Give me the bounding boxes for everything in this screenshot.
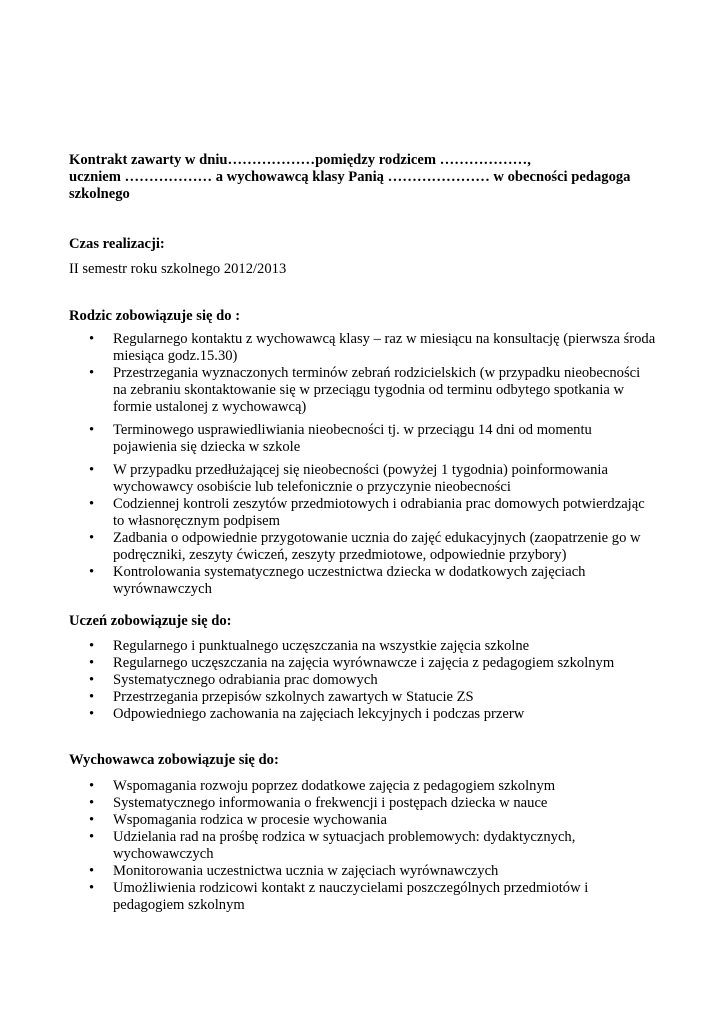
list-item [69, 365, 677, 416]
list-item [69, 672, 677, 689]
header-line-3: szkolnego [69, 186, 130, 202]
list-item-text: Wspomagania rodzica w procesie wychowania [113, 812, 387, 828]
list-item-text: W przypadku przedłużającej się nieobecności (powyżej 1 tygodnia) poinformowania [113, 462, 608, 478]
list-item-text: na zebraniu skontaktowanie się w przeciągu tygodnia od terminu odbytego spotkania w [113, 382, 625, 398]
header-line-2: uczniem ……………… a wychowawcą klasy Panią ………………… w obecności pedagoga [69, 169, 631, 185]
list-item-text: Udzielania rad na prośbę rodzica w sytuacjach problemowych: dydaktycznych, [113, 829, 576, 845]
bullet-icon: • [89, 672, 95, 688]
bullet-icon: • [89, 331, 95, 347]
list-item [69, 689, 677, 706]
list-item-text: Wspomagania rozwoju poprzez dodatkowe zajęcia z pedagogiem szkolnym [113, 778, 556, 794]
list-item-text: Przestrzegania wyznaczonych terminów zebrań rodzicielskich (w przypadku nieobecności [113, 365, 641, 381]
period-heading: Czas realizacji: [69, 236, 165, 252]
list-item [69, 812, 677, 829]
list-item [69, 331, 677, 365]
list-item-text: Odpowiedniego zachowania na zajęciach lekcyjnych i podczas przerw [113, 706, 525, 722]
list-item-text: to własnoręcznym podpisem [113, 513, 280, 529]
bullet-icon: • [89, 795, 95, 811]
list-item [69, 564, 677, 598]
list-item [69, 778, 677, 795]
bullet-icon: • [89, 530, 95, 546]
list-item-text: Terminowego usprawiedliwiania nieobecności tj. w przeciągu 14 dni od momentu [113, 422, 592, 438]
parent-heading: Rodzic zobowiązuje się do : [69, 308, 241, 324]
header-line-1: Kontrakt zawarty w dniu………………pomiędzy rodzicem ………………, [69, 152, 531, 168]
list-item-text: Umożliwienia rodzicowi kontakt z nauczycielami poszczególnych przedmiotów i [113, 880, 589, 896]
bullet-icon: • [89, 829, 95, 845]
list-item [69, 829, 677, 863]
list-item-text: miesiąca godz.15.30) [113, 348, 238, 364]
list-item [69, 496, 677, 530]
list-item-text: wychowawcy osobiście lub telefonicznie o przyczynie nieobecności [113, 479, 511, 495]
list-item-text: podręczniki, zeszyty ćwiczeń, zeszyty przedmiotowe, odpowiednie przybory) [113, 547, 567, 563]
bullet-icon: • [89, 880, 95, 896]
contract-header [69, 152, 677, 203]
list-item-text: wychowawczych [113, 846, 214, 862]
period-text: II semestr roku szkolnego 2012/2013 [69, 261, 287, 277]
list-item [69, 530, 677, 564]
list-item-text: Regularnego uczęszczania na zajęcia wyrównawcze i zajęcia z pedagogiem szkolnym [113, 655, 615, 671]
bullet-icon: • [89, 496, 95, 512]
student-heading: Uczeń zobowiązuje się do: [69, 613, 232, 629]
bullet-icon: • [89, 778, 95, 794]
list-item-text: Monitorowania uczestnictwa ucznia w zajęciach wyrównawczych [113, 863, 499, 879]
list-item-text: Przestrzegania przepisów szkolnych zawartych w Statucie ZS [113, 689, 474, 705]
bullet-icon: • [89, 863, 95, 879]
list-item [69, 655, 677, 672]
teacher-obligations-list [69, 778, 677, 914]
list-item-text: Kontrolowania systematycznego uczestnictwa dziecka w dodatkowych zajęciach [113, 564, 586, 580]
bullet-icon: • [89, 655, 95, 671]
bullet-icon: • [89, 564, 95, 580]
list-item-text: Systematycznego informowania o frekwencji i postępach dziecka w nauce [113, 795, 548, 811]
list-item-text: pojawienia się dziecka w szkole [113, 439, 301, 455]
list-item [69, 795, 677, 812]
list-item-text: formie ustalonej z wychowawcą) [113, 399, 307, 415]
bullet-icon: • [89, 638, 95, 654]
list-item-text: Systematycznego odrabiania prac domowych [113, 672, 378, 688]
list-item-text: Regularnego i punktualnego uczęszczania na wszystkie zajęcia szkolne [113, 638, 530, 654]
bullet-icon: • [89, 706, 95, 722]
list-item-text: Codziennej kontroli zeszytów przedmiotowych i odrabiania prac domowych potwierdzając [113, 496, 645, 512]
list-item [69, 880, 677, 914]
teacher-heading: Wychowawca zobowiązuje się do: [69, 752, 279, 768]
bullet-icon: • [89, 462, 95, 478]
list-item [69, 462, 677, 496]
list-item-text: Zadbania o odpowiednie przygotowanie ucznia do zajęć edukacyjnych (zaopatrzenie go w [113, 530, 641, 546]
list-item [69, 863, 677, 880]
bullet-icon: • [89, 422, 95, 438]
list-item-text: Regularnego kontaktu z wychowawcą klasy – raz w miesiącu na konsultację (pierwsza środa [113, 331, 656, 347]
list-item [69, 638, 677, 655]
bullet-icon: • [89, 365, 95, 381]
list-item-text: wyrównawczych [113, 581, 212, 597]
list-item [69, 706, 677, 723]
parent-obligations-list [69, 331, 677, 598]
bullet-icon: • [89, 689, 95, 705]
list-item [69, 422, 677, 456]
list-item-text: pedagogiem szkolnym [113, 897, 245, 913]
bullet-icon: • [89, 812, 95, 828]
student-obligations-list [69, 638, 677, 723]
